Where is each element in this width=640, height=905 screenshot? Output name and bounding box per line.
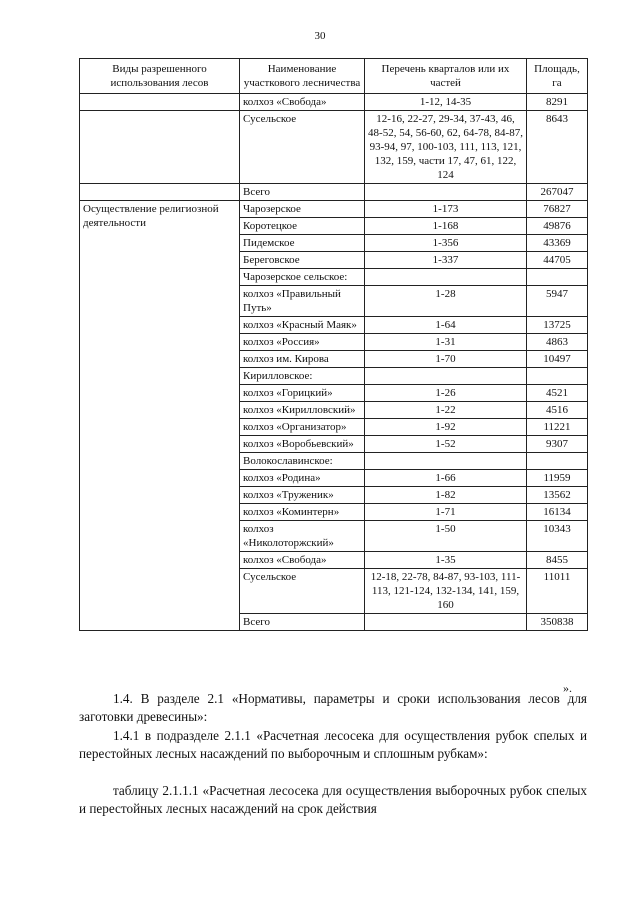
area-cell: 5947 (527, 286, 588, 317)
forestry-cell: колхоз «Свобода» (240, 552, 365, 569)
use-cell (80, 184, 240, 201)
area-cell: 8291 (527, 94, 588, 111)
closing-quote: ». (563, 681, 572, 695)
kvartals-cell: 1-22 (365, 402, 527, 419)
kvartals-cell: 1-337 (365, 252, 527, 269)
forestry-cell: Всего (240, 614, 365, 631)
area-cell: 13562 (527, 487, 588, 504)
area-cell: 11221 (527, 419, 588, 436)
forestry-cell: Сусельское (240, 569, 365, 614)
forestry-cell: Сусельское (240, 111, 365, 184)
area-cell: 4521 (527, 385, 588, 402)
area-cell (527, 368, 588, 385)
forestry-cell: колхоз «Коминтерн» (240, 504, 365, 521)
forestry-cell: колхоз «Труженик» (240, 487, 365, 504)
kvartals-cell: 1-70 (365, 351, 527, 368)
table-row (80, 94, 588, 111)
forestry-cell: Чарозерское сельское: (240, 269, 365, 286)
forestry-cell: колхоз «Николоторжский» (240, 521, 365, 552)
forestry-cell: Береговское (240, 252, 365, 269)
kvartals-cell (365, 453, 527, 470)
area-cell: 44705 (527, 252, 588, 269)
forestry-cell: колхоз «Родина» (240, 470, 365, 487)
forest-use-table (79, 58, 588, 631)
kvartals-cell (365, 368, 527, 385)
table-body (80, 94, 588, 631)
forestry-cell: Всего (240, 184, 365, 201)
forestry-cell: Чарозерское (240, 201, 365, 218)
paragraph-table-2-1-1-1: таблицу 2.1.1.1 «Расчетная лесосека для осуществления выборочных рубок спелых и перестойных лесных насаждений на срок действия (79, 783, 587, 816)
kvartals-cell: 1-64 (365, 317, 527, 334)
table-row (80, 184, 588, 201)
area-cell: 11959 (527, 470, 588, 487)
kvartals-cell: 1-50 (365, 521, 527, 552)
paragraph-1-4: 1.4. В разделе 2.1 «Нормативы, параметры и сроки использования лесов для заготовки древесины»: (79, 691, 587, 724)
area-cell: 4863 (527, 334, 588, 351)
kvartals-cell: 1-35 (365, 552, 527, 569)
forestry-cell: колхоз «Кирилловский» (240, 402, 365, 419)
forestry-cell: колхоз «Организатор» (240, 419, 365, 436)
kvartals-cell: 1-12, 14-35 (365, 94, 527, 111)
header-use: Виды разрешенного использования лесов (80, 59, 240, 94)
table-row (80, 111, 588, 184)
kvartals-cell: 1-92 (365, 419, 527, 436)
forestry-cell: колхоз «Правильный Путь» (240, 286, 365, 317)
forestry-cell: колхоз «Россия» (240, 334, 365, 351)
kvartals-cell: 1-356 (365, 235, 527, 252)
kvartals-cell: 1-168 (365, 218, 527, 235)
area-cell (527, 453, 588, 470)
kvartals-cell: 12-16, 22-27, 29-34, 37-43, 46, 48-52, 54, 56-60, 62, 64-78, 84-87, 93-94, 97, 100-103, 111, 113, 121, 132, 159, части 17, 47, 61, 122, 124 (365, 111, 527, 184)
area-cell: 267047 (527, 184, 588, 201)
area-cell: 11011 (527, 569, 588, 614)
use-cell (80, 94, 240, 111)
area-cell: 8643 (527, 111, 588, 184)
forestry-cell: колхоз им. Кирова (240, 351, 365, 368)
area-cell: 10497 (527, 351, 588, 368)
forestry-cell: Волокославинское: (240, 453, 365, 470)
area-cell: 16134 (527, 504, 588, 521)
header-area: Площадь, га (527, 59, 588, 94)
paragraph-1-4-1: 1.4.1 в подразделе 2.1.1 «Расчетная лесосека для осуществления рубок спелых и перестойных лесных насаждений по выборочным и сплошным рубкам»: (79, 728, 587, 761)
kvartals-cell (365, 184, 527, 201)
area-cell: 13725 (527, 317, 588, 334)
kvartals-cell: 1-66 (365, 470, 527, 487)
area-cell: 10343 (527, 521, 588, 552)
table-row (80, 201, 588, 218)
kvartals-cell (365, 614, 527, 631)
kvartals-cell: 1-26 (365, 385, 527, 402)
kvartals-cell: 1-173 (365, 201, 527, 218)
kvartals-cell (365, 269, 527, 286)
area-cell: 76827 (527, 201, 588, 218)
forestry-cell: Кирилловское: (240, 368, 365, 385)
forestry-cell: колхоз «Воробьевский» (240, 436, 365, 453)
kvartals-cell: 12-18, 22-78, 84-87, 93-103, 111-113, 121-124, 132-134, 141, 159, 160 (365, 569, 527, 614)
area-cell: 43369 (527, 235, 588, 252)
forestry-cell: Коротецкое (240, 218, 365, 235)
area-cell: 49876 (527, 218, 588, 235)
area-cell (527, 269, 588, 286)
area-cell: 8455 (527, 552, 588, 569)
kvartals-cell: 1-31 (365, 334, 527, 351)
kvartals-cell: 1-82 (365, 487, 527, 504)
forestry-cell: колхоз «Красный Маяк» (240, 317, 365, 334)
kvartals-cell: 1-28 (365, 286, 527, 317)
area-cell: 350838 (527, 614, 588, 631)
page-number: 30 (314, 30, 326, 42)
table-header-row (80, 59, 588, 94)
area-cell: 4516 (527, 402, 588, 419)
kvartals-cell: 1-52 (365, 436, 527, 453)
use-cell-religious: Осуществление религиозной деятельности (80, 201, 240, 631)
forestry-cell: Пидемское (240, 235, 365, 252)
header-forestry: Наименование участкового лесничества (240, 59, 365, 94)
forestry-cell: колхоз «Свобода» (240, 94, 365, 111)
kvartals-cell: 1-71 (365, 504, 527, 521)
use-cell (80, 111, 240, 184)
area-cell: 9307 (527, 436, 588, 453)
forestry-cell: колхоз «Горицкий» (240, 385, 365, 402)
header-kvartals: Перечень кварталов или их частей (365, 59, 527, 94)
